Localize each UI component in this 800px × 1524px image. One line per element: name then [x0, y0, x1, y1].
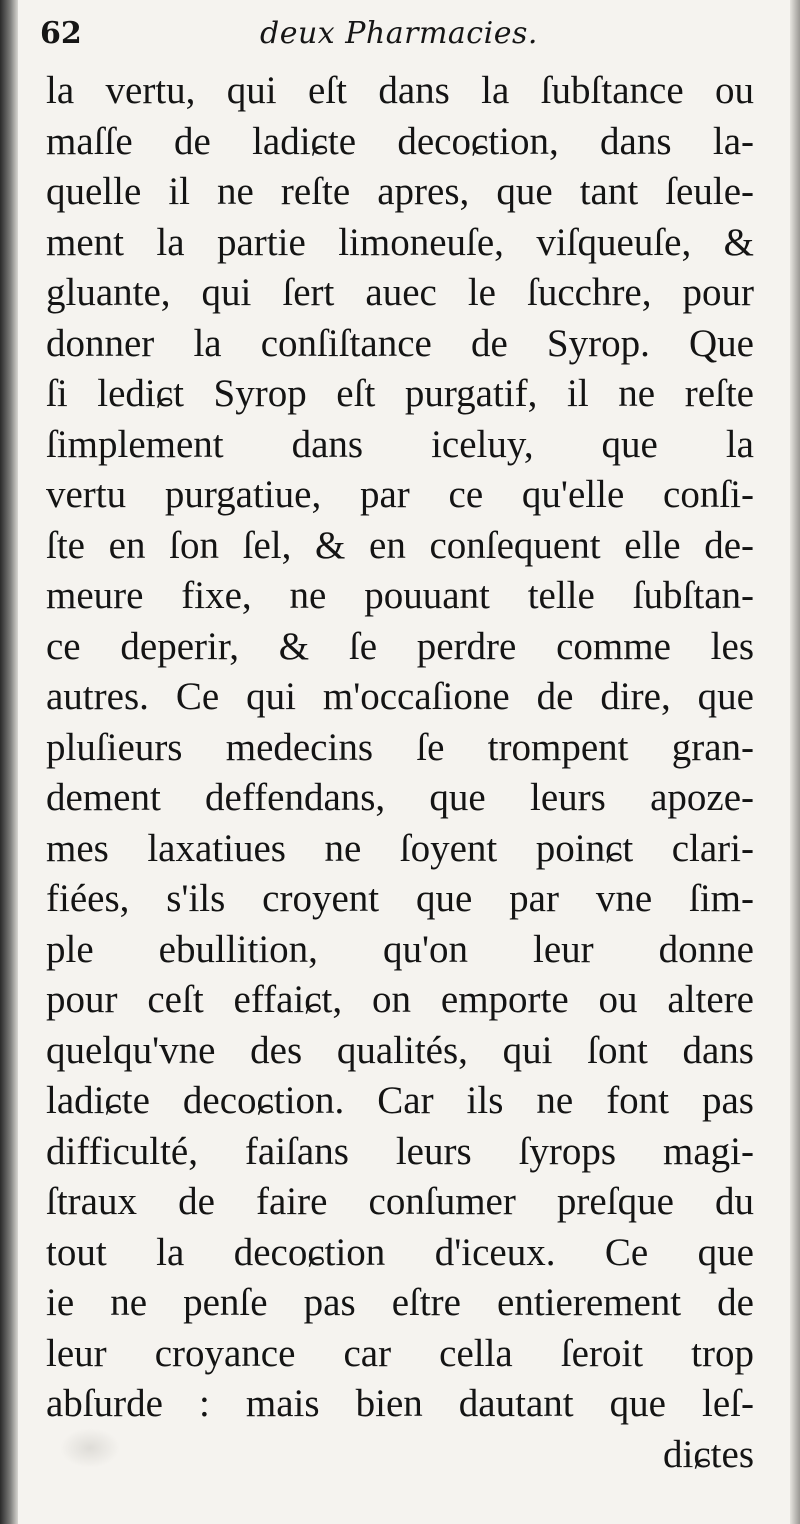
text-line: ment la partie limoneuſe, viſqueuſe, &	[46, 220, 754, 264]
running-head	[40, 14, 760, 58]
text-line: difficulté, faiſans leurs ſyrops magi-	[46, 1129, 754, 1173]
text-line: autres. Ce qui m'occaſione de dire, que	[46, 675, 754, 718]
text-line: leur croyance car cella ſeroit trop	[46, 1331, 754, 1375]
text-line: quelle il ne reſte apres, que tant ſeule-	[46, 170, 754, 213]
text-line: ſi lediɕt Syrop eſt purgatif, il ne reſte	[46, 372, 754, 415]
text-line: ladiɕte decoɕtion. Car ils ne font pas	[46, 1079, 754, 1122]
text-line: tout la decoɕtion d'iceux. Ce que	[46, 1230, 754, 1274]
text-line: dement deffendans, que leurs apoze-	[46, 776, 754, 819]
text-line: ie ne penſe pas eſtre entierement de	[46, 1281, 754, 1324]
text-line: meure fixe, ne pouuant telle ſubſtan-	[46, 574, 754, 617]
page-number: 62	[40, 16, 82, 51]
catchword: diɕtes	[663, 1432, 754, 1476]
text-line: ple ebullition, qu'on leur donne	[46, 927, 754, 971]
text-line: ſtraux de faire conſumer preſque du	[46, 1180, 754, 1223]
binding-gutter	[0, 0, 18, 1524]
text-line: la vertu, qui eſt dans la ſubſtance ou	[46, 69, 754, 112]
text-line: maſſe de ladiɕte decoɕtion, dans la-	[46, 119, 754, 163]
ink-smudge	[60, 1428, 120, 1468]
text-line: ſte en ſon ſel, & en conſequent elle de-	[46, 523, 754, 567]
text-line: ce deperir, & ſe perdre comme les	[46, 624, 754, 668]
text-line: quelqu'vne des qualités, qui ſont dans	[46, 1028, 754, 1072]
text-line: donner la conſiſtance de Syrop. Que	[46, 321, 754, 365]
text-line: pour ceſt effaiɕt, on emporte ou altere	[46, 978, 754, 1021]
text-line: pluſieurs medecins ſe trompent gran-	[46, 725, 754, 769]
running-title: deux Pharmacies.	[260, 16, 538, 51]
text-line: abſurde : mais bien dautant que leſ-	[46, 1382, 754, 1425]
text-line: gluante, qui ſert auec le ſucchre, pour	[46, 271, 754, 314]
text-line: vertu purgatiue, par ce qu'elle conſi-	[46, 473, 754, 516]
body-text	[46, 66, 754, 1480]
text-line: ſimplement dans iceluy, que la	[46, 422, 754, 466]
text-line: fiées, s'ils croyent que par vne ſim-	[46, 877, 754, 920]
text-line: mes laxatiues ne ſoyent poinɕt clari-	[46, 826, 754, 870]
page-edge	[790, 0, 800, 1524]
